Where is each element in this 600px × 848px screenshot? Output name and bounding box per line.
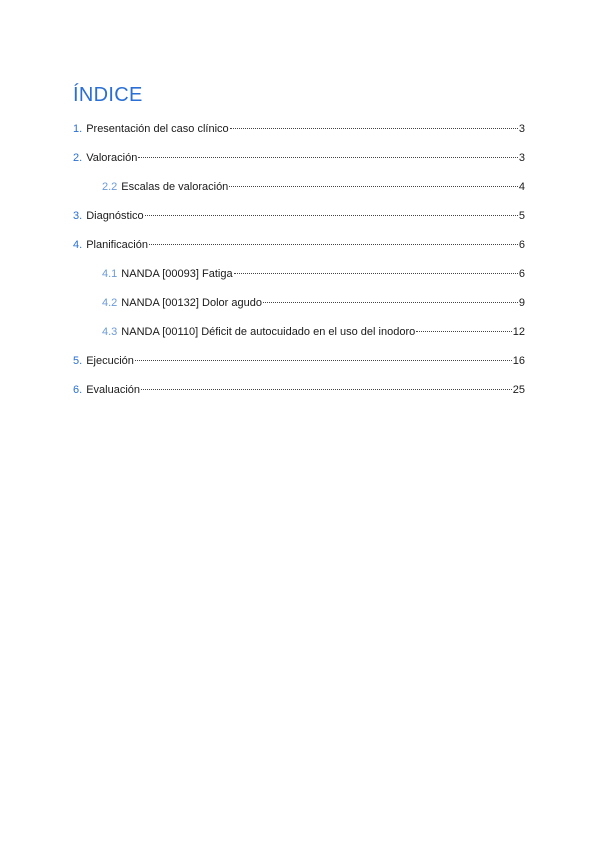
toc-entry-page: 6 bbox=[518, 239, 525, 251]
toc-entry[interactable] bbox=[73, 121, 525, 150]
toc-dot-leader bbox=[149, 243, 518, 245]
toc-entry-number: 6. bbox=[73, 384, 83, 396]
toc-entry-page: 5 bbox=[518, 210, 525, 222]
toc-entry[interactable] bbox=[73, 324, 525, 353]
toc-entry-page: 3 bbox=[518, 123, 525, 135]
toc-entry-text: Presentación del caso clínico bbox=[86, 123, 229, 135]
toc-entry-page: 12 bbox=[512, 326, 525, 338]
toc-entry-page: 3 bbox=[518, 152, 525, 164]
toc-entry-text: Valoración bbox=[86, 152, 138, 164]
toc-entry-text: Evaluación bbox=[86, 384, 141, 396]
toc-entry[interactable] bbox=[73, 353, 525, 382]
table-of-contents bbox=[73, 121, 525, 411]
toc-dot-leader bbox=[234, 272, 518, 274]
toc-dot-leader bbox=[145, 214, 518, 216]
toc-dot-leader bbox=[416, 330, 512, 332]
toc-entry-number: 4. bbox=[73, 239, 83, 251]
toc-entry[interactable] bbox=[73, 179, 525, 208]
toc-entry-number: 4.3 bbox=[102, 326, 118, 338]
toc-dot-leader bbox=[138, 156, 518, 158]
toc-entry-page: 9 bbox=[518, 297, 525, 309]
toc-entry-page: 16 bbox=[512, 355, 525, 367]
toc-entry-number: 3. bbox=[73, 210, 83, 222]
toc-entry[interactable] bbox=[73, 266, 525, 295]
toc-entry-text: Diagnóstico bbox=[86, 210, 144, 222]
toc-entry-page: 25 bbox=[512, 384, 525, 396]
toc-entry[interactable] bbox=[73, 150, 525, 179]
toc-entry-text: NANDA [00132] Dolor agudo bbox=[121, 297, 262, 309]
toc-dot-leader bbox=[141, 388, 512, 390]
toc-dot-leader bbox=[135, 359, 512, 361]
toc-dot-leader bbox=[230, 127, 518, 129]
toc-entry[interactable] bbox=[73, 208, 525, 237]
toc-entry[interactable] bbox=[73, 382, 525, 411]
toc-entry-number: 1. bbox=[73, 123, 83, 135]
toc-entry-page: 6 bbox=[518, 268, 525, 280]
toc-entry-number: 5. bbox=[73, 355, 83, 367]
toc-title: ÍNDICE bbox=[73, 84, 143, 106]
toc-entry-number: 4.2 bbox=[102, 297, 118, 309]
toc-entry-text: NANDA [00093] Fatiga bbox=[121, 268, 233, 280]
toc-entry-number: 4.1 bbox=[102, 268, 118, 280]
toc-entry-text: Planificación bbox=[86, 239, 148, 251]
toc-entry[interactable] bbox=[73, 295, 525, 324]
toc-entry-page: 4 bbox=[518, 181, 525, 193]
toc-entry-text: NANDA [00110] Déficit de autocuidado en el uso del inodoro bbox=[121, 326, 416, 338]
toc-dot-leader bbox=[263, 301, 518, 303]
toc-dot-leader bbox=[229, 185, 518, 187]
toc-entry-number: 2.2 bbox=[102, 181, 118, 193]
toc-entry[interactable] bbox=[73, 237, 525, 266]
toc-entry-number: 2. bbox=[73, 152, 83, 164]
toc-entry-text: Escalas de valoración bbox=[121, 181, 229, 193]
toc-entry-text: Ejecución bbox=[86, 355, 134, 367]
